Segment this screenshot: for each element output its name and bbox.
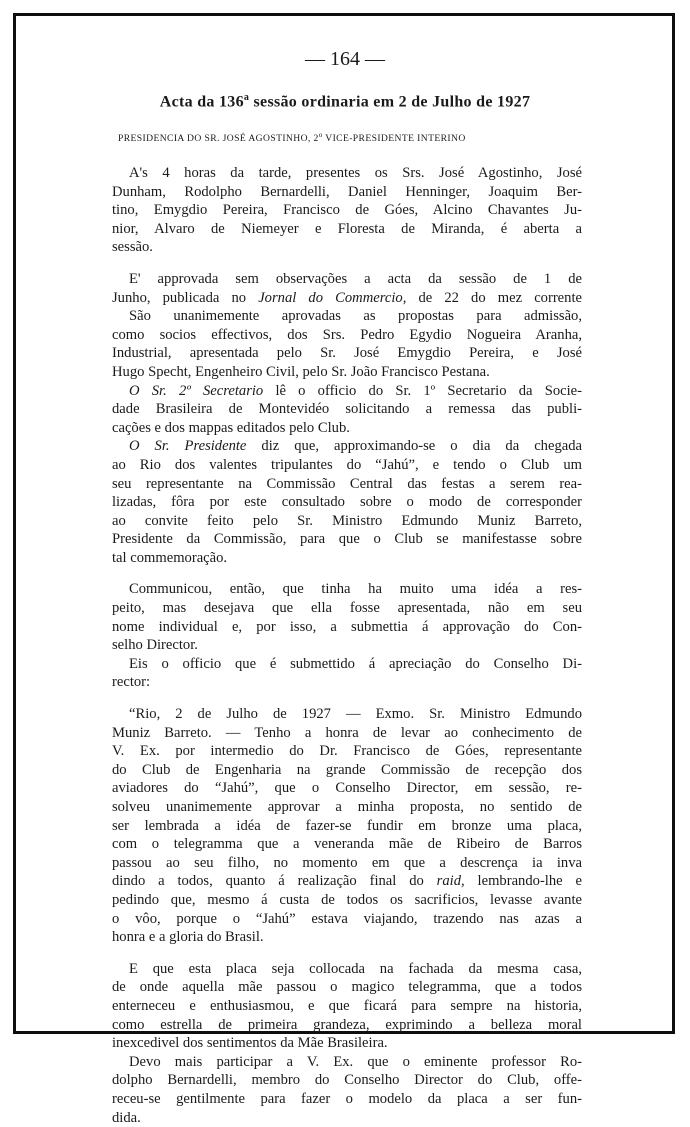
presidency-text-start: PRESIDENCIA DO SR. JOSÉ AGOSTINHO, 2 — [118, 133, 319, 144]
title-text-start: Acta da 136 — [160, 93, 244, 110]
text-line: do Club de Engenharia na grande Commissão de recepção dos — [112, 761, 582, 780]
text-line: o vôo, porque o “Jahú” estava viajando, trazendo nas azas a — [112, 910, 582, 929]
text-line: honra e a gloria do Brasil. — [112, 928, 582, 947]
page-number: — 164 — — [0, 48, 690, 71]
text-line: ao convite feito pelo Sr. Ministro Edmundo Muniz Barreto, — [112, 512, 582, 531]
speaker-name: O Sr. Presidente — [129, 438, 246, 454]
text-line: tal commemoração. — [112, 549, 582, 568]
text-line: receu-se gentilmente para fazer o modelo da placa a ser fun- — [112, 1090, 582, 1109]
text-line: Muniz Barreto. — Tenho a honra de levar ao conhecimento de — [112, 724, 582, 743]
text-line: E' approvada sem observações a acta da sessão de 1 de — [112, 270, 582, 289]
text-line: dida. — [112, 1109, 582, 1127]
text-line: enterneceu e enthusiasmou, e que ficará para sempre na historia, — [112, 997, 582, 1016]
text-line: ao Rio dos valentes tripulantes do “Jahú”, e tendo o Club um — [112, 456, 582, 475]
text-line: dade Brasileira de Montevidéo solicitando a remessa das publi- — [112, 400, 582, 419]
text-line: como estrella de primeira grandeza, exprimindo a belleza moral — [112, 1016, 582, 1035]
text-line: São unanimemente aprovadas as propostas para admissão, — [112, 307, 582, 326]
text-line: seu representante na Commissão Central das festas a serem rea- — [112, 475, 582, 494]
text-line — [112, 289, 582, 308]
text-line — [112, 872, 582, 891]
text-run: diz que, approximando-se o dia da chegada — [246, 438, 582, 454]
text-line: como socios effectivos, dos Srs. Pedro Egydio Nogueira Aranha, — [112, 326, 582, 345]
text-run: Junho, publicada no — [112, 290, 258, 306]
text-line: nome individual e, por isso, a submettia á approvação do Con- — [112, 618, 582, 637]
text-line: nior, Alvaro de Niemeyer e Floresta de Miranda, é aberta a — [112, 220, 582, 239]
text-line — [112, 437, 582, 456]
text-line: sessão. — [112, 238, 582, 257]
text-line: solveu unanimemente approvar a minha proposta, no sentido de — [112, 798, 582, 817]
text-line: pedindo que, mesmo á custa de todos os sacrificios, levasse avante — [112, 891, 582, 910]
text-line: peito, mas desejava que ella fosse apresentada, não em seu — [112, 599, 582, 618]
text-line: cações e dos mappas editados pelo Club. — [112, 419, 582, 438]
text-line: V. Ex. por intermedio do Dr. Francisco de Góes, representante — [112, 742, 582, 761]
text-line: ser lembrada a idéa de fazer-se fundir em bronze uma placa, — [112, 817, 582, 836]
text-line — [112, 382, 582, 401]
text-line: E que esta placa seja collocada na fachada da mesma casa, — [112, 960, 582, 979]
text-run: lembrando-lhe e — [465, 873, 582, 889]
title-text-end: sessão ordinaria em 2 de Julho de 1927 — [249, 93, 530, 110]
presidency-line — [118, 131, 608, 144]
presidency-text-end: VICE-PRESIDENTE INTERINO — [323, 133, 466, 144]
speaker-name: O Sr. 2º Secretario — [129, 383, 263, 399]
text-line: Devo mais participar a V. Ex. que o eminente professor Ro- — [112, 1053, 582, 1072]
text-line: “Rio, 2 de Julho de 1927 — Exmo. Sr. Ministro Edmundo — [112, 705, 582, 724]
presidency-ordinal: o — [319, 131, 323, 139]
text-line: de onde aquella mãe passou o magico telegramma, que a todos — [112, 978, 582, 997]
text-line: A's 4 horas da tarde, presentes os Srs. José Agostinho, José — [112, 164, 582, 183]
text-line: Industrial, apresentada pelo Sr. José Emygdio Pereira, e José — [112, 344, 582, 363]
text-line: selho Director. — [112, 636, 582, 655]
page-title — [0, 92, 690, 111]
newspaper-name: Jornal do Commercio — [258, 290, 402, 306]
text-line: Hugo Specht, Engenheiro Civil, pelo Sr. João Francisco Pestana. — [112, 363, 582, 382]
text-line: aviadores do “Jahú”, que o Conselho Director, em sessão, re- — [112, 779, 582, 798]
text-line: lizadas, fôra por este consultado sobre o modo de corresponder — [112, 493, 582, 512]
text-run: dindo a todos, quanto á realização final do — [112, 873, 437, 889]
text-run: , de 22 do mez corrente — [403, 290, 582, 306]
text-line: Communicou, então, que tinha ha muito uma idéa a res- — [112, 580, 582, 599]
text-line: tino, Emygdio Pereira, Francisco de Góes, Alcino Chavantes Ju- — [112, 201, 582, 220]
text-run: lê o officio do Sr. 1º Secretario da Socie- — [263, 383, 582, 399]
text-line: Presidente da Commissão, para que o Club se manifestasse sobre — [112, 530, 582, 549]
text-line: passou ao seu filho, no momento em que a descrença ia inva — [112, 854, 582, 873]
text-line: inexcedivel dos sentimentos da Mãe Brasileira. — [112, 1034, 582, 1053]
italic-word: raid, — [437, 873, 465, 889]
text-line: com o telegramma que a veneranda mãe de Ribeiro de Barros — [112, 835, 582, 854]
text-line: Eis o officio que é submettido á apreciação do Conselho Di- — [112, 655, 582, 674]
text-line: Dunham, Rodolpho Bernardelli, Daniel Henninger, Joaquim Ber- — [112, 183, 582, 202]
text-line: rector: — [112, 673, 582, 692]
text-line: dolpho Bernardelli, membro do Conselho Director do Club, offe- — [112, 1071, 582, 1090]
title-ordinal: a — [244, 92, 249, 103]
body-text — [112, 164, 582, 1127]
